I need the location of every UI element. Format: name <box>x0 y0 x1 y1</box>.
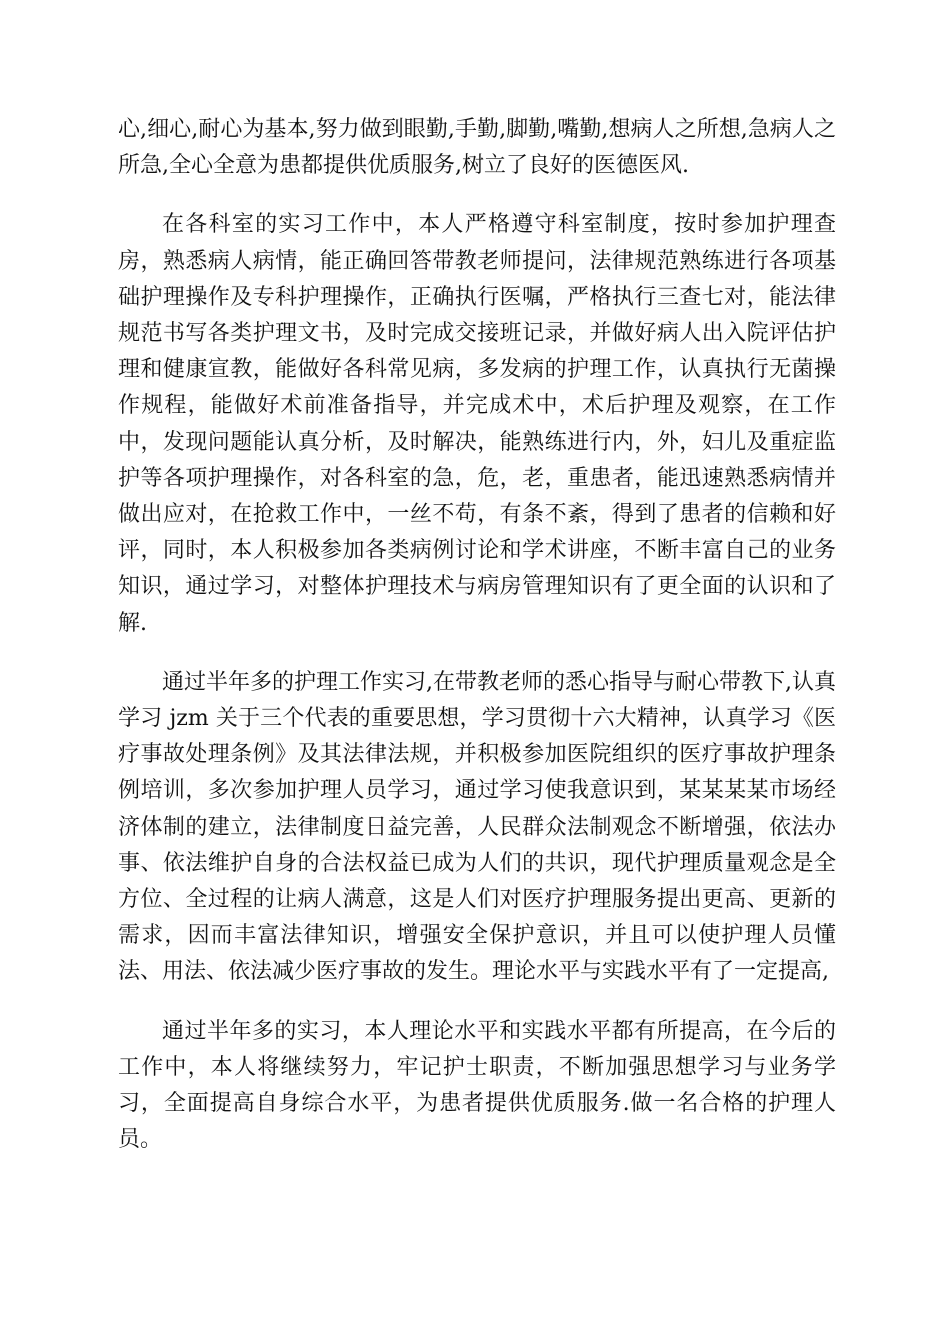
document-page <box>118 112 836 1181</box>
paragraph-3: 通过半年多的护理工作实习,在带教老师的悉心指导与耐心带教下,认真学习 jzm 关于三个代表的重要思想，学习贯彻十六大精神，认真学习《医疗事故处理条例》及其法律法规，并积极参加医院组织的医疗事故护理条例培训，多次参加护理人员学习，通过学习使我意识到，某某某某市场经济体制的建立，法律制度日益完善，人民群众法制观念不断增强，依法办事、依法维护自身的合法权益已成为人们的共识，现代护理质量观念是全方位、全过程的让病人满意，这是人们对医疗护理服务提出更高、更新的需求，因而丰富法律知识，增强安全保护意识，并且可以使护理人员懂法、用法、依法减少医疗事故的发生。理论水平与实践水平有了一定提高, <box>118 669 836 985</box>
paragraph-4: 通过半年多的实习，本人理论水平和实践水平都有所提高，在今后的工作中，本人将继续努力，牢记护士职责，不断加强思想学习与业务学习，全面提高自身综合水平，为患者提供优质服务.做一名合格的护理人员。 <box>118 1018 836 1153</box>
paragraph-2: 在各科室的实习工作中，本人严格遵守科室制度，按时参加护理查房，熟悉病人病情，能正确回答带教老师提问，法律规范熟练进行各项基础护理操作及专科护理操作，正确执行医嘱，严格执行三查七对，能法律规范书写各类护理文书，及时完成交接班记录，并做好病人出入院评估护理和健康宣教，能做好各科常见病，多发病的护理工作，认真执行无菌操作规程，能做好术前准备指导，并完成术中，术后护理及观察，在工作中，发现问题能认真分析，及时解决，能熟练进行内，外，妇儿及重症监护等各项护理操作，对各科室的急，危，老，重患者，能迅速熟悉病情并做出应对，在抢救工作中，一丝不苟，有条不紊，得到了患者的信赖和好评，同时，本人积极参加各类病例讨论和学术讲座，不断丰富自己的业务知识，通过学习，对整体护理技术与病房管理知识有了更全面的认识和了解. <box>118 212 836 636</box>
paragraph-1: 心,细心,耐心为基本,努力做到眼勤,手勤,脚勤,嘴勤,想病人之所想,急病人之所急,全心全意为患都提供优质服务,树立了良好的医德医风. <box>118 117 836 179</box>
